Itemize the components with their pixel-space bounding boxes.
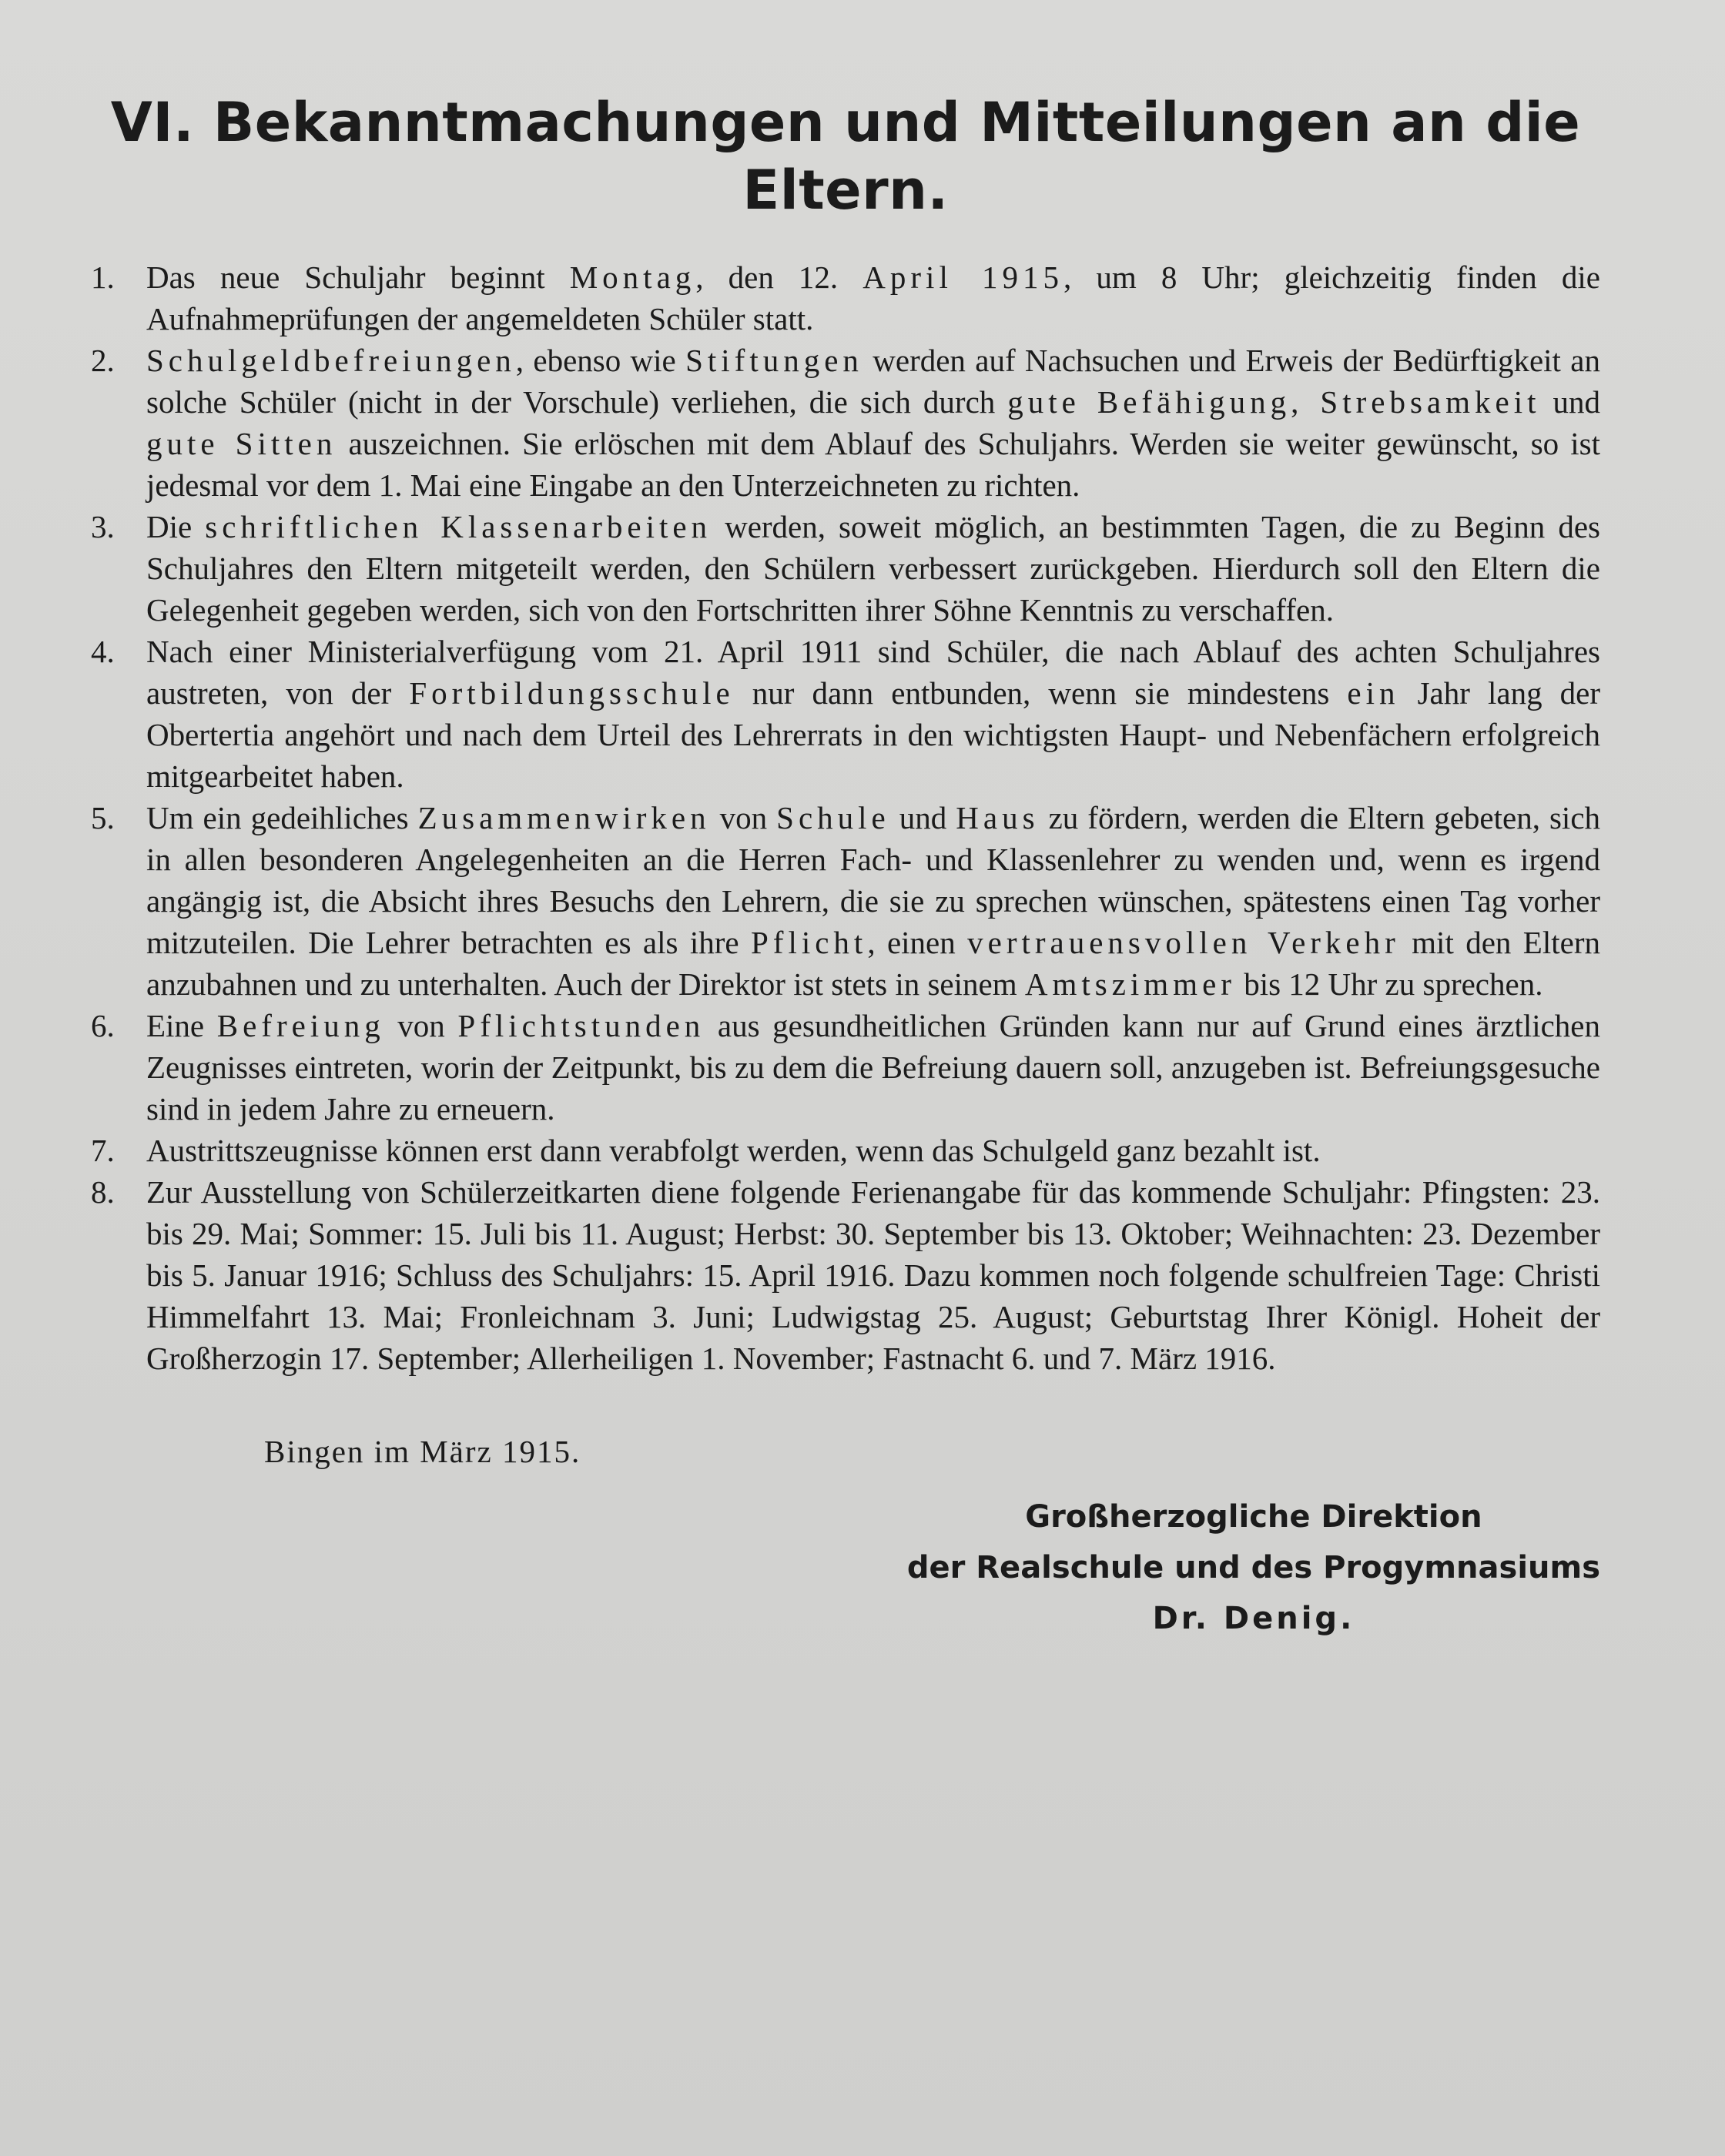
item-number: 8. [91,1174,115,1210]
item-text [146,634,1600,794]
emphasized-text: Fortbildungsschule [409,675,735,711]
item-text [146,1133,1321,1168]
emphasized-text: Schule [776,800,890,835]
item-number: 5. [91,800,115,835]
list-item [91,340,1600,506]
text-segment: von [710,800,777,835]
emphasized-text: Befreiung [216,1008,385,1043]
item-text [146,1008,1600,1127]
signature-authority: Großherzogliche Direktion [1025,1499,1482,1535]
emphasized-text: gute Sitten [146,426,337,461]
list-item [91,797,1600,1005]
emphasized-text: ein [1347,675,1400,711]
text-segment: , um 8 Uhr; gleichzeitig finden die Aufnahmeprüfungen der angemeldeten Schüler statt. [146,259,1600,336]
text-segment: Das neue Schuljahr beginnt [146,259,570,295]
list-item [91,631,1600,797]
item-number: 1. [91,259,115,295]
emphasized-text: Zusammenwirken [417,800,711,835]
text-segment: werden, soweit möglich, an bestimmten Tagen, die zu Beginn des Schuljahres den Eltern mitgeteilt werden, den Schülern verbessert zurückgeben. Hierdurch soll den Eltern die Gelegenheit gegeben werden, sich von den Fortschritten ihrer Söhne Kenntnis zu verschaffen. [146,509,1600,628]
emphasized-text: April 1915 [862,259,1063,295]
text-segment: Die [146,509,206,544]
item-number: 6. [91,1008,115,1043]
item-text [146,800,1600,1002]
emphasized-text: Pflichtstunden [457,1008,705,1043]
text-segment: bis 12 Uhr zu sprechen. [1235,966,1543,1002]
emphasized-text: Pflicht [751,925,868,960]
item-number: 2. [91,343,115,378]
text-segment: werden auf Nachsuchen und Erweis der Bedürftigkeit an solche Schüler (nicht in der Vorschule) verliehen, die sich durch [146,343,1600,420]
place-date: Bingen im März 1915. [264,1434,581,1469]
list-item [91,1130,1600,1171]
text-segment: mit den Eltern anzubahnen und zu unterhalten. Auch der Direktor ist stets in seinem [146,925,1600,1002]
text-segment: Um ein gedeihliches [146,800,418,835]
text-segment: , einen [867,925,968,960]
emphasized-text: vertrauensvollen Verkehr [967,925,1400,960]
item-text [146,343,1600,503]
emphasized-text: Schulgeldbefreiungen [146,343,516,378]
text-segment: und [1540,384,1600,420]
text-segment: auszeichnen. Sie erlöschen mit dem Ablauf des Schuljahrs. Werden sie weiter gewünscht, so ist jedesmal vor dem 1. Mai eine Eingabe an den Unterzeichneten zu richten. [146,426,1600,503]
document-content [91,89,1601,1636]
text-segment: von [384,1008,458,1043]
text-segment: nur dann entbunden, wenn sie mindestens [734,675,1348,711]
text-segment: Zur Ausstellung von Schülerzeitkarten diene folgende Ferienangabe für das kommende Schuljahr: Pfingsten: 23. bis 29. Mai; Sommer: 15. Juli bis 11. August; Herbst: 30. September bis 13. Oktober; Weihnachten: 23. Dezember bis 5. Januar 1916; Schluss des Schuljahrs: 15. April 1916. Dazu kommen noch folgende schulfreien Tage: Christi Himmelfahrt 13. Mai; Fronleichnam 3. Juni; Ludwigstag 25. August; Geburtstag Ihrer Königl. Hoheit der Großherzogin 17. September; Allerheiligen 1. November; Fastnacht 6. und 7. März 1916. [146,1174,1600,1376]
text-segment: aus gesundheitlichen Gründen kann nur auf Grund eines ärztlichen Zeugnisses eintreten, worin der Zeitpunkt, bis zu dem die Befreiung dauern soll, anzugeben ist. Befreiungsgesuche sind in jedem Jahre zu erneuern. [146,1008,1601,1127]
item-number: 7. [91,1133,115,1168]
item-number: 4. [91,634,115,669]
list-item [91,256,1600,340]
emphasized-text: Stiftungen [685,343,863,378]
text-segment: Austrittszeugnisse können erst dann verabfolgt werden, wenn das Schulgeld ganz bezahlt ist. [146,1133,1321,1168]
text-segment: Eine [146,1008,217,1043]
page-title: VI. Bekanntmachungen und Mitteilungen an die Eltern. [110,91,1581,222]
list-item [91,506,1600,631]
list-item [91,1005,1600,1130]
emphasized-text: gute Befähigung, Strebsamkeit [1007,384,1541,420]
text-segment: und [889,800,956,835]
emphasized-text: Haus [956,800,1040,835]
text-segment: , ebenso wie [515,343,686,378]
announcement-list [91,256,1600,1379]
signature-name: Dr. Denig. [1152,1601,1355,1636]
signature-institution: der Realschule und des Progymnasiums [906,1550,1600,1585]
text-segment: Jahr lang der Obertertia angehört und nach dem Urteil des Lehrerrats in den wichtigsten Haupt- und Nebenfächern erfolgreich mitgearbeitet haben. [146,675,1600,794]
list-item [91,1171,1600,1379]
signature-block [907,1491,1600,1644]
emphasized-text: Montag [569,259,696,295]
emphasized-text: Amtszimmer [1024,966,1236,1002]
item-text [146,509,1600,628]
emphasized-text: schriftlichen Klassenarbeiten [205,509,712,544]
text-segment: Nach einer Ministerialverfügung vom 21. April 1911 sind Schüler, die nach Ablauf des achten Schuljahres austreten, von der [146,634,1600,711]
text-segment: , den 12. [695,259,863,295]
item-text [146,1174,1600,1376]
text-segment: zu fördern, werden die Eltern gebeten, sich in allen besonderen Angelegenheiten an die Herren Fach- und Klassenlehrer zu wenden und, wenn es irgend angängig ist, die Absicht ihres Besuchs den Lehrern, die sie zu sprechen wünschen, spätestens einen Tag vorher mitzuteilen. Die Lehrer betrachten es als ihre [146,800,1601,960]
item-number: 3. [91,509,115,544]
item-text [146,259,1600,336]
